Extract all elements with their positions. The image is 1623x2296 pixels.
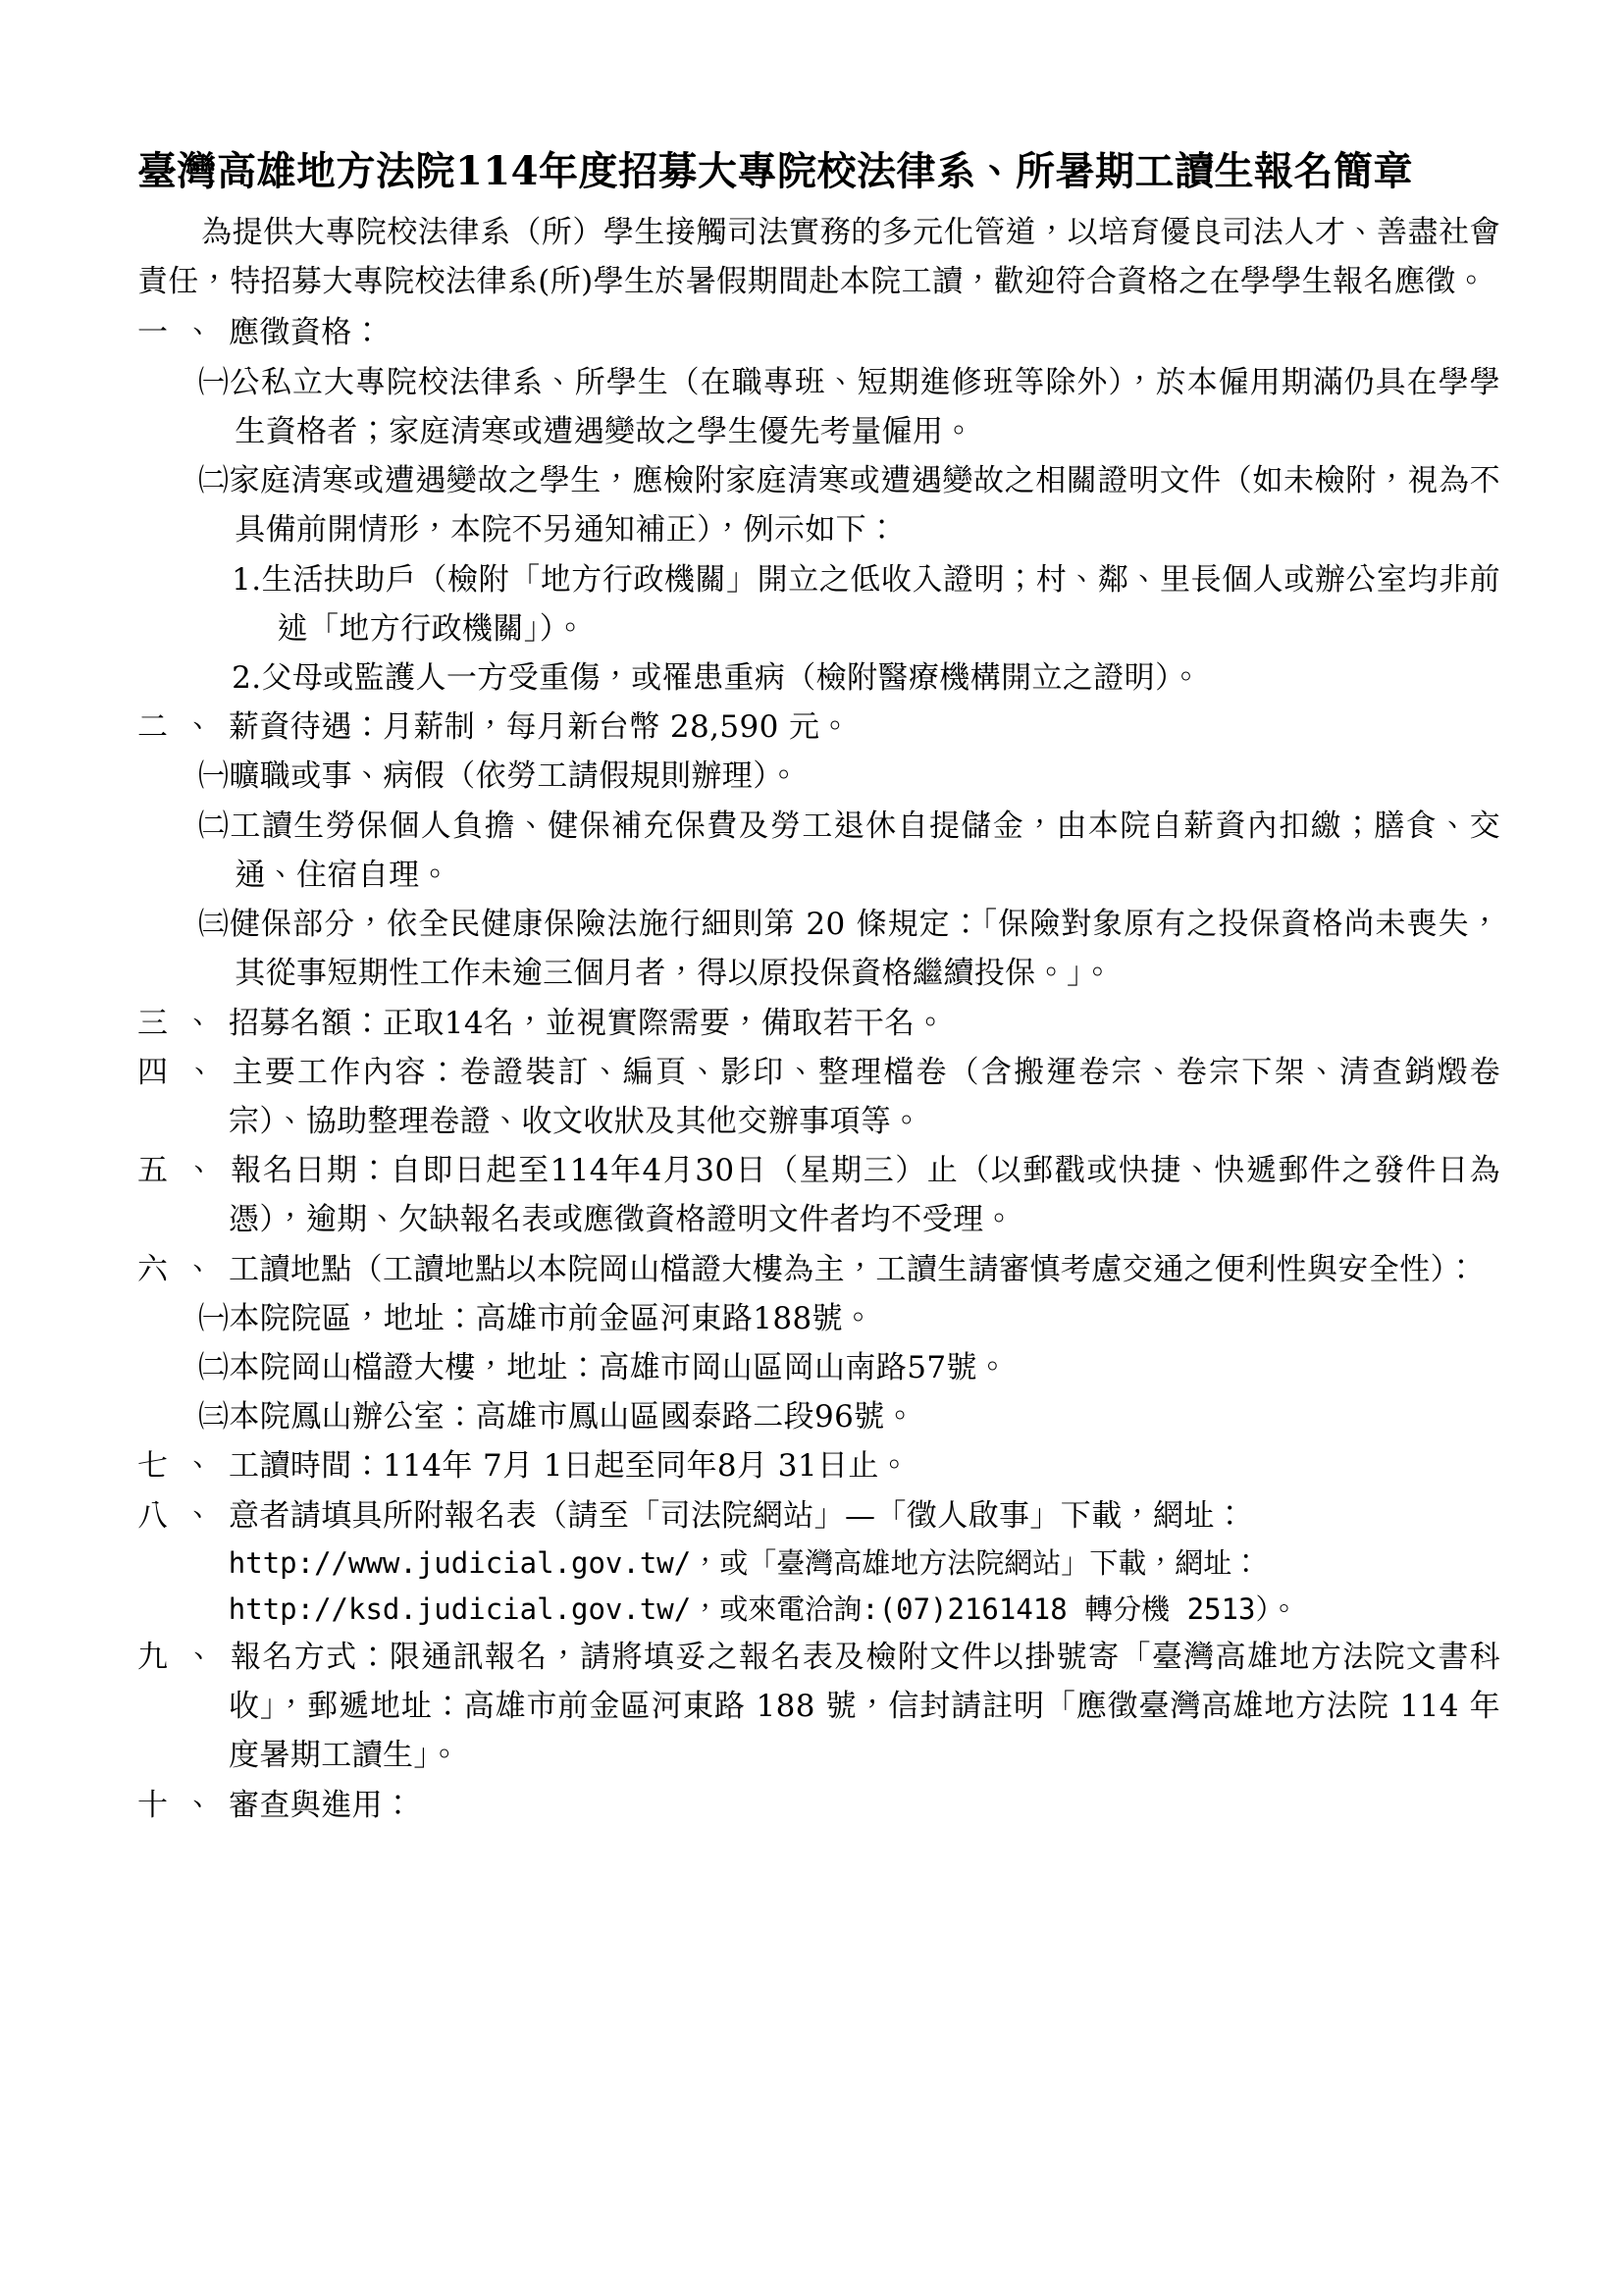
section-marker-8: 八、 xyxy=(137,1497,229,1534)
item-text: 本院鳳山辦公室：高雄市鳳山區國泰路二段96號。 xyxy=(229,1399,916,1435)
section-marker-1: 一、 xyxy=(137,315,229,351)
section-text-7: 工讀時間：114年 7月 1日起至同年8月 31日止。 xyxy=(229,1448,911,1485)
item-text: 健保部分，依全民健康保險法施行細則第 20 條規定：「保險對象原有之投保資格尚未喪失，其從事短期性工作未逾三個月者，得以原投保資格繼續投保。」。 xyxy=(230,907,1500,992)
item-marker: ㈡ xyxy=(198,463,230,499)
intro-paragraph: 為提供大專院校法律系（所）學生接觸司法實務的多元化管道，以培育優良司法人才、善盡社會責任，特招募大專院校法律系(所)學生於暑假期間赴本院工讀，歡迎符合資格之在學學生報名應徵。 xyxy=(137,215,1500,300)
item-text: 家庭清寒或遭遇變故之學生，應檢附家庭清寒或遭遇變故之相關證明文件（如未檢附，視為不具備前開情形，本院不另通知補正），例示如下： xyxy=(229,463,1500,548)
item-marker: ㈠ xyxy=(198,364,230,400)
section-6-item-1 xyxy=(137,1294,1500,1343)
section-text-4: 主要工作內容：卷證裝訂、編頁、影印、整理檔卷（含搬運卷宗、卷宗下架、清查銷燬卷宗）、協助整理卷證、收文收狀及其他交辦事項等。 xyxy=(229,1054,1500,1139)
section-heading-5 xyxy=(137,1146,1500,1244)
section-2-item-2 xyxy=(137,802,1500,900)
section-1-item-2 xyxy=(137,456,1500,554)
section-marker-10: 十、 xyxy=(137,1787,229,1823)
section-text-10: 審查與進用： xyxy=(229,1787,414,1823)
section-text-5: 報名日期：自即日起至114年4月30日（星期三）止（以郵戳或快捷、快遞郵件之發件日為憑），逾期、欠缺報名表或應徵資格證明文件者均不受理。 xyxy=(229,1153,1501,1238)
section-text-9: 報名方式：限通訊報名，請將填妥之報名表及檢附文件以掛號寄「臺灣高雄地方法院文書科 收」，郵遞地址：高雄市前金區河東路 188 號，信封請註明「應徵臺灣高雄地方法院 114 年度暑期工讀生」。 xyxy=(229,1639,1500,1774)
section-1-item-2-sub-2 xyxy=(137,653,1500,703)
section-heading-7 xyxy=(137,1441,1500,1490)
section-text-2: 薪資待遇：月薪制，每月新台幣 28,590 元。 xyxy=(229,709,851,746)
section-1-item-2-sub-1 xyxy=(137,555,1500,653)
ksd-website-url[interactable]: http://ksd.judicial.gov.tw/，或來電洽詢:(07)2161418 轉分機 2513）。 xyxy=(228,1592,1298,1626)
item-text: 公私立大專院校法律系、所學生（在職專班、短期進修班等除外），於本僱用期滿仍具在學學生資格者；家庭清寒或遭遇變故之學生優先考量僱用。 xyxy=(229,364,1500,449)
section-text-3: 招募名額：正取14名，並視實際需要，備取若干名。 xyxy=(229,1005,947,1041)
section-heading-9 xyxy=(137,1633,1500,1781)
subitem-marker: 2. xyxy=(232,659,262,696)
section-marker-4: 四、 xyxy=(137,1054,233,1090)
item-text: 曠職或事、病假（依勞工請假規則辦理）。 xyxy=(229,758,800,795)
section-text-8: 意者請填具所附報名表（請至「司法院網站」—「徵人啟事」下載，網址： xyxy=(229,1497,1246,1534)
section-heading-2 xyxy=(137,703,1500,752)
section-marker-2: 二、 xyxy=(137,709,229,746)
subitem-text: 父母或監護人一方受重傷，或罹患重病（檢附醫療機構開立之證明）。 xyxy=(261,659,1202,696)
section-text-6: 工讀地點（工讀地點以本院岡山檔證大樓為主，工讀生請審慎考慮交通之便利性與安全性）： xyxy=(229,1251,1477,1287)
item-marker: ㈡ xyxy=(198,808,231,844)
section-text-1: 應徵資格： xyxy=(229,315,383,351)
section-marker-7: 七、 xyxy=(137,1448,229,1485)
item-marker: ㈠ xyxy=(198,758,230,795)
page-title: 臺灣高雄地方法院114年度招募大專院校法律系、所暑期工讀生報名簡章 xyxy=(137,148,1413,194)
section-heading-8 xyxy=(137,1491,1500,1540)
subitem-marker: 1. xyxy=(232,561,262,598)
section-2-item-3 xyxy=(137,900,1500,998)
section-marker-5: 五、 xyxy=(137,1153,232,1189)
section-marker-6: 六、 xyxy=(137,1251,229,1287)
section-heading-4 xyxy=(137,1048,1500,1146)
item-marker: ㈡ xyxy=(198,1350,230,1386)
item-marker: ㈢ xyxy=(198,907,231,943)
section-2-item-1 xyxy=(137,752,1500,801)
item-text: 工讀生勞保個人負擔、健保補充保費及勞工退休自提儲金，由本院自薪資內扣繳；膳食、交通、住宿自理。 xyxy=(230,808,1500,893)
section-6-item-3 xyxy=(137,1392,1500,1441)
item-text: 本院岡山檔證大樓，地址：高雄市岡山區岡山南路57號。 xyxy=(229,1350,1009,1386)
judicial-website-url[interactable]: http://www.judicial.gov.tw/，或「臺灣高雄地方法院網站」下載，網址： xyxy=(228,1545,1261,1580)
section-6-item-2 xyxy=(137,1343,1500,1392)
item-marker: ㈠ xyxy=(198,1300,230,1336)
item-marker: ㈢ xyxy=(198,1399,230,1435)
section-marker-9: 九、 xyxy=(137,1639,231,1675)
section-heading-6 xyxy=(137,1245,1500,1294)
section-1-item-1 xyxy=(137,358,1500,456)
section-heading-3 xyxy=(137,999,1500,1048)
item-text: 本院院區，地址：高雄市前金區河東路188號。 xyxy=(229,1300,874,1336)
section-heading-1 xyxy=(137,308,1500,357)
section-marker-3: 三、 xyxy=(137,1005,229,1041)
subitem-text: 生活扶助戶（檢附「地方行政機關」開立之低收入證明；村、鄰、里長個人或辦公室均非前述「地方行政機關」）。 xyxy=(261,561,1500,647)
section-heading-10 xyxy=(137,1781,1500,1830)
